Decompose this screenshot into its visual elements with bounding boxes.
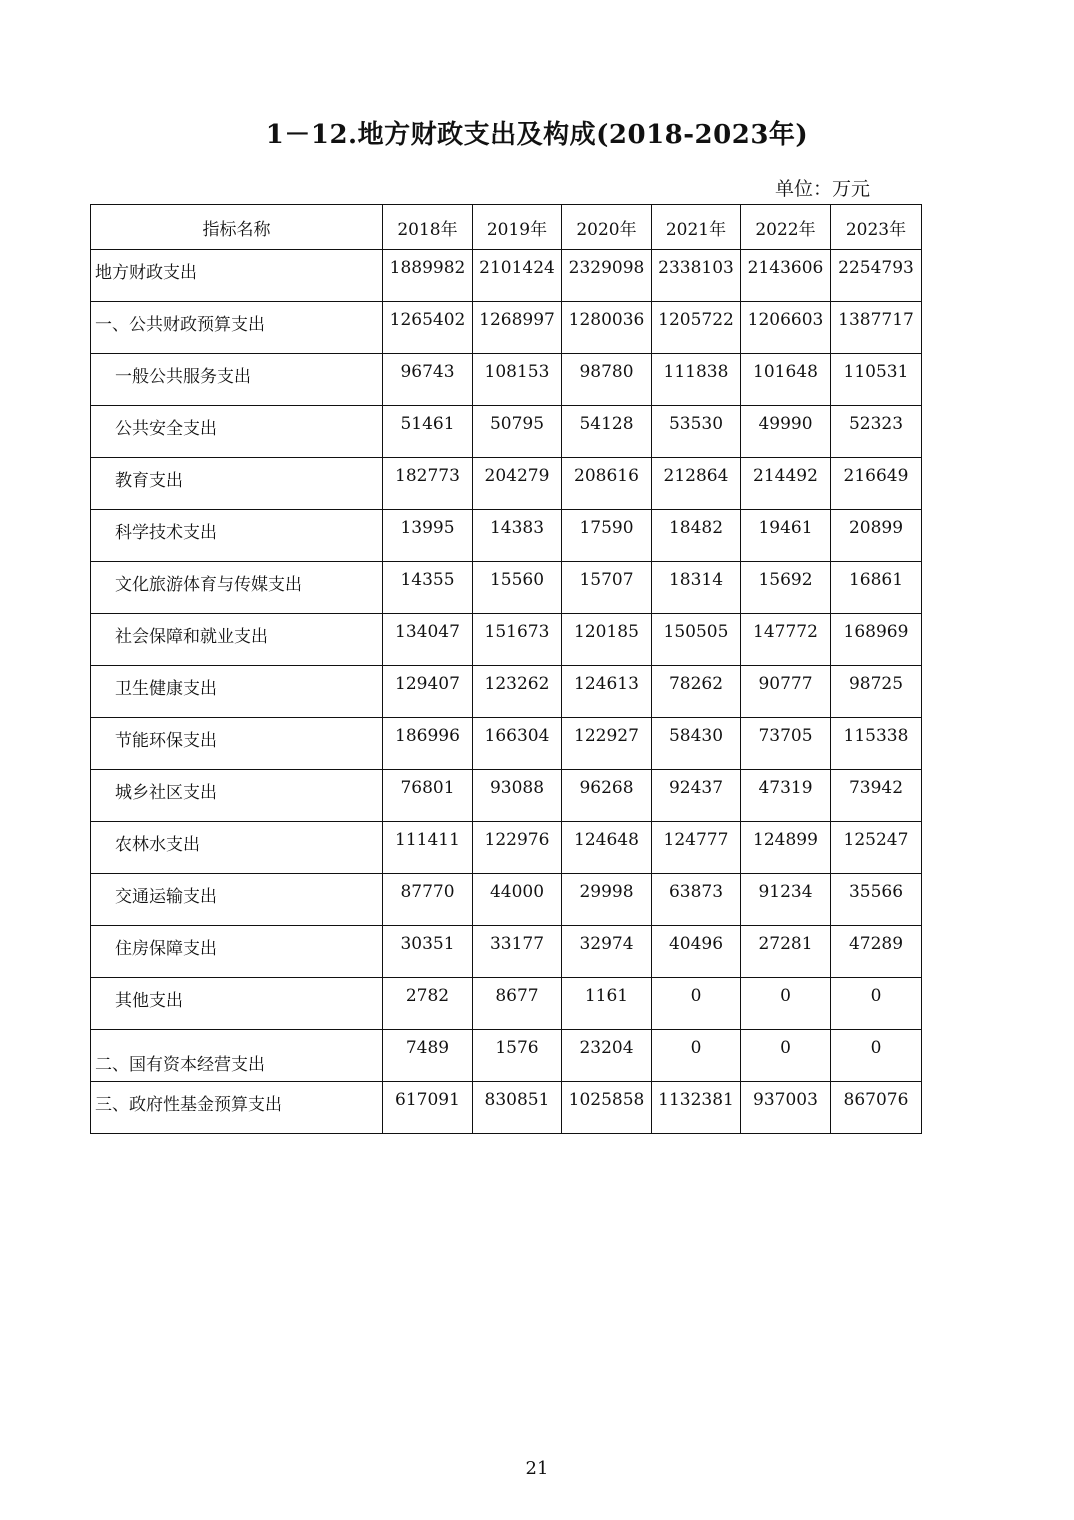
row-value-cell: 92437: [652, 770, 741, 822]
row-value-cell: 214492: [741, 458, 831, 510]
row-indicator-name: 地方财政支出: [91, 250, 383, 302]
row-value-cell: 120185: [562, 614, 652, 666]
row-value-cell: 33177: [473, 926, 562, 978]
table-row: [91, 302, 922, 354]
row-value-cell: 0: [652, 1030, 741, 1082]
row-indicator-name: 一般公共服务支出: [91, 354, 383, 406]
row-value-cell: 111411: [383, 822, 473, 874]
row-value-cell: 125247: [831, 822, 922, 874]
row-value-cell: 830851: [473, 1082, 562, 1134]
row-value-cell: 98725: [831, 666, 922, 718]
row-value-cell: 91234: [741, 874, 831, 926]
unit-label: 单位：万元: [775, 178, 871, 200]
row-value-cell: 212864: [652, 458, 741, 510]
row-value-cell: 2782: [383, 978, 473, 1030]
row-value-cell: 14355: [383, 562, 473, 614]
row-value-cell: 0: [741, 1030, 831, 1082]
row-value-cell: 115338: [831, 718, 922, 770]
row-value-cell: 867076: [831, 1082, 922, 1134]
table-row: [91, 1082, 922, 1134]
row-indicator-name: 城乡社区支出: [91, 770, 383, 822]
row-value-cell: 17590: [562, 510, 652, 562]
row-value-cell: 2329098: [562, 250, 652, 302]
row-indicator-name: 农林水支出: [91, 822, 383, 874]
row-indicator-name: 节能环保支出: [91, 718, 383, 770]
row-value-cell: 98780: [562, 354, 652, 406]
row-value-cell: 96268: [562, 770, 652, 822]
row-value-cell: 124899: [741, 822, 831, 874]
row-value-cell: 122927: [562, 718, 652, 770]
row-indicator-name: 社会保障和就业支出: [91, 614, 383, 666]
header-indicator-name: 指标名称: [91, 205, 383, 250]
header-year: 2019年: [473, 205, 562, 250]
row-value-cell: 2254793: [831, 250, 922, 302]
row-value-cell: 204279: [473, 458, 562, 510]
row-value-cell: 168969: [831, 614, 922, 666]
row-value-cell: 110531: [831, 354, 922, 406]
row-value-cell: 49990: [741, 406, 831, 458]
table-row: [91, 250, 922, 302]
row-indicator-name: 教育支出: [91, 458, 383, 510]
row-value-cell: 1206603: [741, 302, 831, 354]
row-value-cell: 937003: [741, 1082, 831, 1134]
table-row: [91, 406, 922, 458]
row-indicator-name: 文化旅游体育与传媒支出: [91, 562, 383, 614]
row-value-cell: 18482: [652, 510, 741, 562]
row-value-cell: 0: [652, 978, 741, 1030]
row-value-cell: 87770: [383, 874, 473, 926]
row-value-cell: 2143606: [741, 250, 831, 302]
row-value-cell: 20899: [831, 510, 922, 562]
page-title: 1－12.地方财政支出及构成(2018-2023年): [265, 120, 809, 150]
table-row: [91, 926, 922, 978]
table-row: [91, 822, 922, 874]
row-value-cell: 54128: [562, 406, 652, 458]
row-value-cell: 216649: [831, 458, 922, 510]
row-value-cell: 58430: [652, 718, 741, 770]
row-value-cell: 76801: [383, 770, 473, 822]
row-value-cell: 1265402: [383, 302, 473, 354]
row-value-cell: 96743: [383, 354, 473, 406]
row-value-cell: 47319: [741, 770, 831, 822]
row-value-cell: 0: [741, 978, 831, 1030]
header-year: 2023年: [831, 205, 922, 250]
row-value-cell: 1132381: [652, 1082, 741, 1134]
row-value-cell: 73705: [741, 718, 831, 770]
row-value-cell: 8677: [473, 978, 562, 1030]
table-row: [91, 354, 922, 406]
header-year: 2021年: [652, 205, 741, 250]
row-indicator-name: 一、公共财政预算支出: [91, 302, 383, 354]
row-value-cell: 1025858: [562, 1082, 652, 1134]
row-value-cell: 617091: [383, 1082, 473, 1134]
row-value-cell: 44000: [473, 874, 562, 926]
row-value-cell: 51461: [383, 406, 473, 458]
row-value-cell: 1161: [562, 978, 652, 1030]
row-value-cell: 18314: [652, 562, 741, 614]
row-value-cell: 147772: [741, 614, 831, 666]
row-value-cell: 0: [831, 1030, 922, 1082]
row-value-cell: 1268997: [473, 302, 562, 354]
row-value-cell: 1889982: [383, 250, 473, 302]
row-indicator-name: 二、国有资本经营支出: [91, 1030, 383, 1082]
row-value-cell: 134047: [383, 614, 473, 666]
row-indicator-name: 三、政府性基金预算支出: [91, 1082, 383, 1134]
row-value-cell: 124613: [562, 666, 652, 718]
row-indicator-name: 住房保障支出: [91, 926, 383, 978]
row-indicator-name: 公共安全支出: [91, 406, 383, 458]
row-value-cell: 0: [831, 978, 922, 1030]
row-value-cell: 2338103: [652, 250, 741, 302]
row-value-cell: 15692: [741, 562, 831, 614]
row-value-cell: 2101424: [473, 250, 562, 302]
row-value-cell: 90777: [741, 666, 831, 718]
row-value-cell: 78262: [652, 666, 741, 718]
row-indicator-name: 卫生健康支出: [91, 666, 383, 718]
row-value-cell: 73942: [831, 770, 922, 822]
row-value-cell: 15560: [473, 562, 562, 614]
table-row: [91, 666, 922, 718]
table-row: [91, 718, 922, 770]
row-value-cell: 93088: [473, 770, 562, 822]
row-value-cell: 182773: [383, 458, 473, 510]
row-value-cell: 40496: [652, 926, 741, 978]
row-value-cell: 50795: [473, 406, 562, 458]
row-value-cell: 1387717: [831, 302, 922, 354]
row-value-cell: 52323: [831, 406, 922, 458]
row-value-cell: 63873: [652, 874, 741, 926]
table-row: [91, 510, 922, 562]
row-value-cell: 111838: [652, 354, 741, 406]
row-value-cell: 124777: [652, 822, 741, 874]
row-value-cell: 108153: [473, 354, 562, 406]
table-row: [91, 1030, 922, 1082]
row-value-cell: 208616: [562, 458, 652, 510]
row-value-cell: 19461: [741, 510, 831, 562]
table-row: [91, 874, 922, 926]
row-value-cell: 151673: [473, 614, 562, 666]
row-value-cell: 29998: [562, 874, 652, 926]
row-value-cell: 30351: [383, 926, 473, 978]
row-value-cell: 123262: [473, 666, 562, 718]
table-row: [91, 770, 922, 822]
row-indicator-name: 其他支出: [91, 978, 383, 1030]
fiscal-expenditure-table: [90, 204, 922, 1134]
row-value-cell: 129407: [383, 666, 473, 718]
row-value-cell: 47289: [831, 926, 922, 978]
row-value-cell: 14383: [473, 510, 562, 562]
table-row: [91, 978, 922, 1030]
page-number: 21: [525, 1458, 549, 1479]
table-header-row: [91, 205, 922, 250]
table-row: [91, 562, 922, 614]
header-year: 2022年: [741, 205, 831, 250]
row-indicator-name: 交通运输支出: [91, 874, 383, 926]
row-value-cell: 35566: [831, 874, 922, 926]
row-value-cell: 15707: [562, 562, 652, 614]
row-value-cell: 7489: [383, 1030, 473, 1082]
row-value-cell: 13995: [383, 510, 473, 562]
row-value-cell: 1205722: [652, 302, 741, 354]
table-body: [91, 250, 922, 1134]
row-value-cell: 53530: [652, 406, 741, 458]
row-value-cell: 150505: [652, 614, 741, 666]
row-value-cell: 122976: [473, 822, 562, 874]
table-row: [91, 458, 922, 510]
row-value-cell: 166304: [473, 718, 562, 770]
row-value-cell: 186996: [383, 718, 473, 770]
row-value-cell: 16861: [831, 562, 922, 614]
row-value-cell: 27281: [741, 926, 831, 978]
row-value-cell: 124648: [562, 822, 652, 874]
row-value-cell: 101648: [741, 354, 831, 406]
row-indicator-name: 科学技术支出: [91, 510, 383, 562]
header-year: 2020年: [562, 205, 652, 250]
header-year: 2018年: [383, 205, 473, 250]
row-value-cell: 23204: [562, 1030, 652, 1082]
table-row: [91, 614, 922, 666]
row-value-cell: 1280036: [562, 302, 652, 354]
row-value-cell: 32974: [562, 926, 652, 978]
row-value-cell: 1576: [473, 1030, 562, 1082]
